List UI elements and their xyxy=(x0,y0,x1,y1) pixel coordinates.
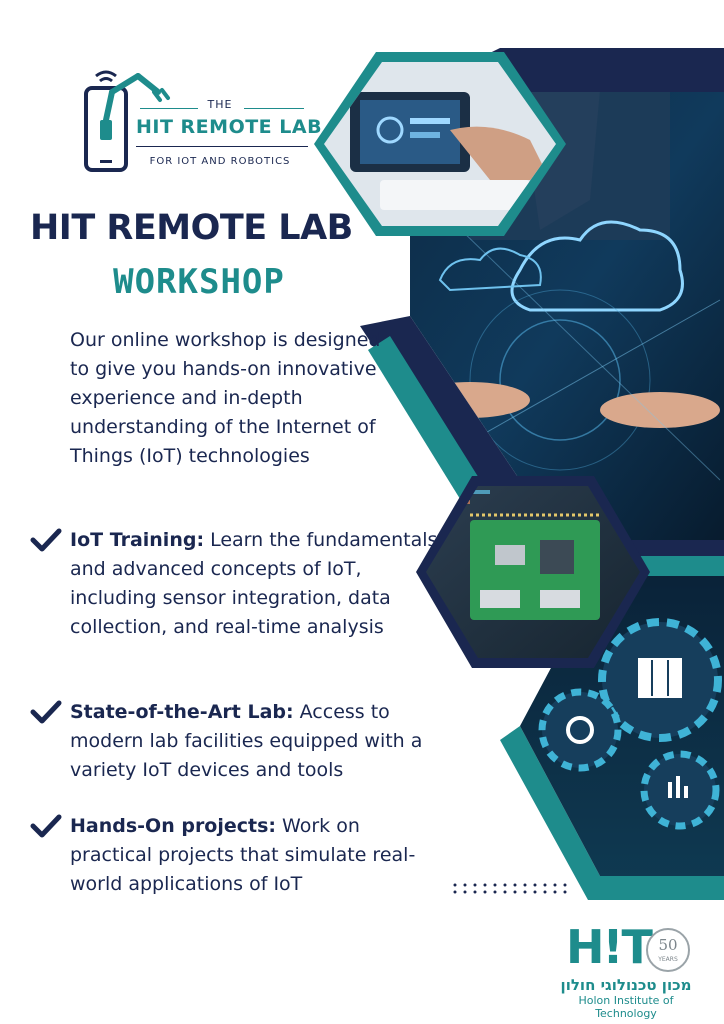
bullet-text: Learn the fundamentals and advanced concepts of IoT, including sensor integration, data collection, and real-time analysis xyxy=(70,529,438,638)
bullet-text: Access to modern lab facilities equipped with a variety IoT devices and tools xyxy=(70,701,423,781)
bullet-heading: Hands-On projects: xyxy=(70,815,277,837)
institute-hebrew-name: מכון טכנולוגי חולון xyxy=(560,976,692,994)
page-title: HIT REMOTE LAB xyxy=(30,208,353,248)
anniversary-badge xyxy=(646,928,690,972)
anniversary-years: YEARS xyxy=(658,956,678,963)
decorative-dots xyxy=(452,882,576,894)
logo-rule-right xyxy=(244,108,304,109)
hit-logo-text: H!T xyxy=(566,920,651,974)
logo-the: THE xyxy=(207,98,233,111)
bullet-text: Work on practical projects that simulate real-world applications of IoT xyxy=(70,815,416,895)
bullet-heading: IoT Training: xyxy=(70,529,205,551)
check-icon xyxy=(30,814,62,838)
check-icon xyxy=(30,700,62,724)
anniversary-number: 50 xyxy=(658,936,678,954)
check-icon xyxy=(30,528,62,552)
logo-tagline: FOR IOT AND ROBOTICS xyxy=(149,156,291,167)
intro-paragraph: Our online workshop is designed to give you hands-on innovative experience and in-depth understanding of the Internet of Things (IoT) technologies xyxy=(70,329,381,467)
logo-name: HIT REMOTE LAB xyxy=(136,116,323,138)
logo-rule-left xyxy=(140,108,198,109)
logo-rule-bottom xyxy=(136,146,308,147)
hit-logo xyxy=(566,920,651,974)
page-subtitle: WORKSHOP xyxy=(113,262,285,302)
institute-english-name: Holon Institute of Technology xyxy=(578,994,674,1020)
bullet-heading: State-of-the-Art Lab: xyxy=(70,701,294,723)
